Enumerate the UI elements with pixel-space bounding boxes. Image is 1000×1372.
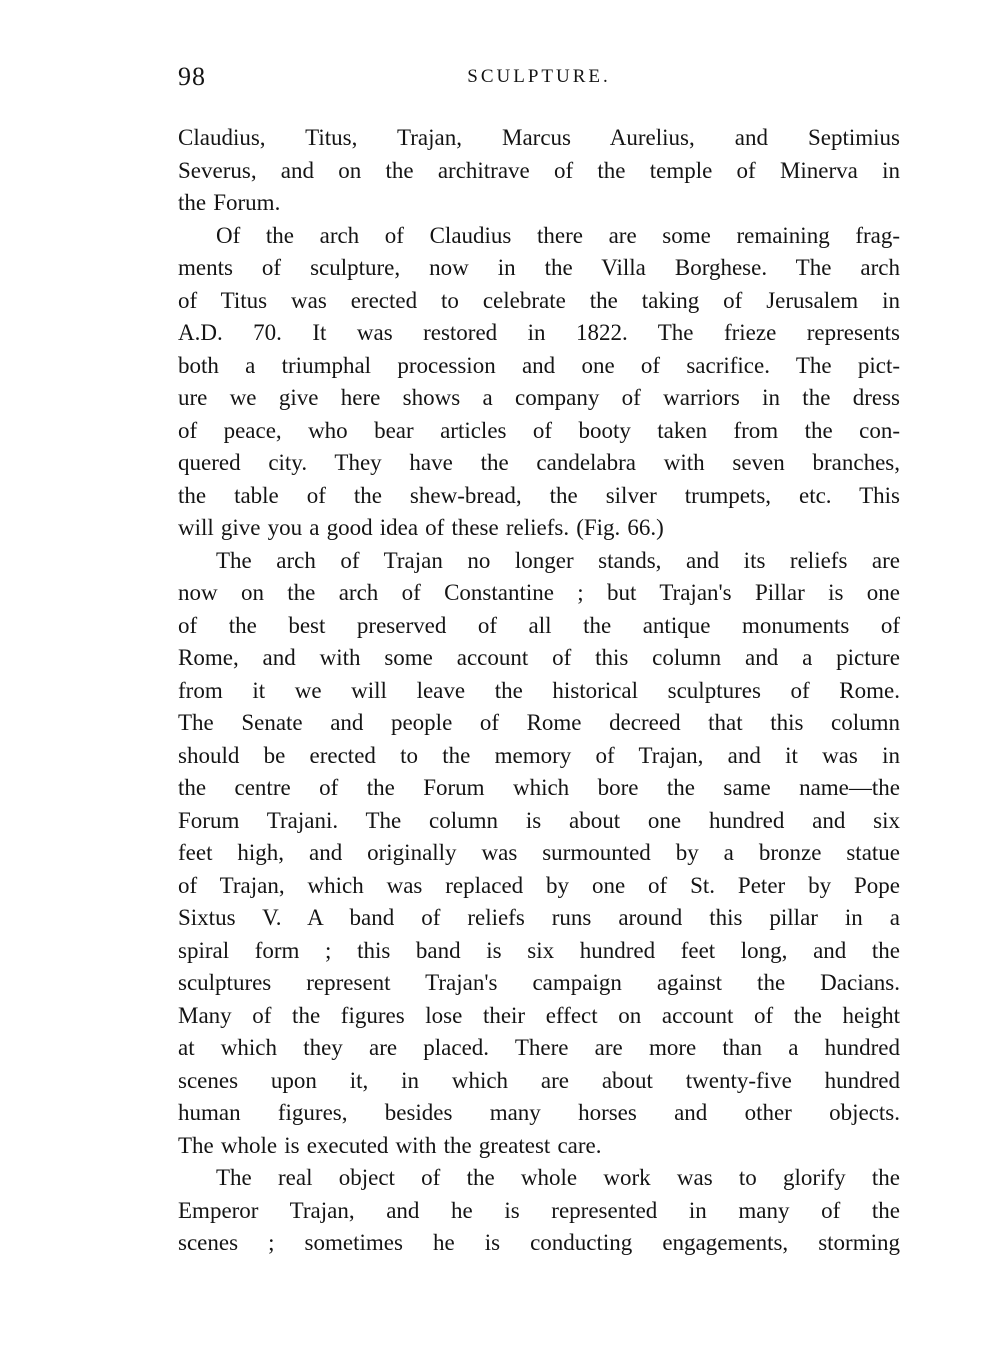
text-line: of the best preserved of all the antique monuments of	[178, 612, 900, 638]
paragraph	[178, 220, 900, 545]
text-line: feet high, and originally was surmounted by a bronze statue	[178, 840, 900, 865]
running-header: SCULPTURE.	[467, 66, 611, 87]
text-line: of Titus was erected to celebrate the taking of Jerusalem in	[178, 287, 900, 313]
text-line: both a triumphal procession and one of sacrifice. The pict-	[178, 352, 900, 378]
paragraph	[178, 545, 900, 1163]
page-header	[178, 62, 900, 96]
text-line: A.D. 70. It was restored in 1822. The frieze represents	[178, 320, 900, 345]
text-line: Emperor Trajan, and he is represented in many of the	[178, 1197, 900, 1223]
text-line: The whole is executed with the greatest care.	[178, 1132, 602, 1158]
text-line: from it we will leave the historical sculptures of Rome.	[178, 677, 900, 703]
text-line: the table of the shew-bread, the silver trumpets, etc. This	[178, 482, 900, 508]
text-line: should be erected to the memory of Trajan, and it was in	[178, 742, 900, 768]
text-line: quered city. They have the candelabra with seven branches,	[178, 450, 900, 475]
text-line: Many of the figures lose their effect on account of the height	[178, 1002, 900, 1028]
text-line: Forum Trajani. The column is about one hundred and six	[178, 807, 900, 833]
text-line: The arch of Trajan no longer stands, and its reliefs are	[216, 547, 900, 573]
text-line: Severus, and on the architrave of the temple of Minerva in	[178, 157, 900, 183]
text-line: will give you a good idea of these reliefs. (Fig. 66.)	[178, 515, 664, 540]
text-line: Sixtus V. A band of reliefs runs around this pillar in a	[178, 905, 900, 930]
text-line: now on the arch of Constantine ; but Trajan's Pillar is one	[178, 580, 900, 605]
text-line: scenes ; sometimes he is conducting engagements, storming	[178, 1230, 900, 1255]
text-line: human figures, besides many horses and other objects.	[178, 1100, 900, 1125]
text-line: ure we give here shows a company of warriors in the dress	[178, 385, 900, 410]
text-line: scenes upon it, in which are about twenty-five hundred	[178, 1067, 900, 1093]
body-text	[178, 122, 900, 1260]
text-line: of Trajan, which was replaced by one of St. Peter by Pope	[178, 872, 900, 898]
text-line: ments of sculpture, now in the Villa Borghese. The arch	[178, 255, 900, 280]
text-line: Of the arch of Claudius there are some remaining frag-	[216, 222, 900, 248]
text-line: of peace, who bear articles of booty taken from the con-	[178, 417, 900, 443]
text-line: sculptures represent Trajan's campaign against the Dacians.	[178, 970, 900, 995]
page-number: 98	[178, 62, 206, 91]
paragraph	[178, 1162, 900, 1260]
text-line: the centre of the Forum which bore the same name—the	[178, 775, 900, 800]
text-line: at which they are placed. There are more than a hundred	[178, 1035, 900, 1060]
text-line: the Forum.	[178, 190, 281, 215]
text-line: The real object of the whole work was to glorify the	[216, 1165, 900, 1190]
text-line: spiral form ; this band is six hundred feet long, and the	[178, 937, 900, 963]
text-line: The Senate and people of Rome decreed that this column	[178, 710, 900, 735]
text-line: Claudius, Titus, Trajan, Marcus Aurelius, and Septimius	[178, 125, 900, 150]
text-line: Rome, and with some account of this column and a picture	[178, 645, 900, 670]
paragraph	[178, 122, 900, 220]
